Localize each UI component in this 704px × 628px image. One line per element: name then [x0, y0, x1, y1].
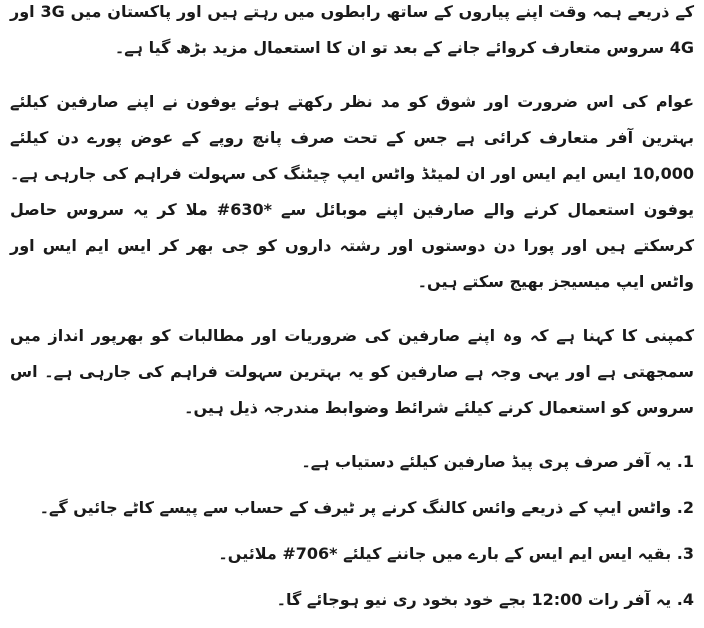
article-body: [10, 0, 694, 628]
terms-item-text: واٹس ایپ کے ذریعے وائس کالنگ کرنے پر ٹیرف کے حساب سے پیسے کاٹے جائیں گے۔: [39, 498, 672, 517]
terms-item-text: یہ آفر صرف پری پیڈ صارفین کیلئے دستیاب ہے۔: [301, 452, 672, 471]
terms-item-1: [10, 444, 694, 480]
terms-item-3: [10, 536, 694, 572]
terms-item-number: 1.: [676, 452, 694, 471]
terms-item-2: [10, 490, 694, 526]
terms-item-4: [10, 582, 694, 618]
article-paragraph-3: کمپنی کا کہنا ہے کہ وہ اپنے صارفین کی ضروریات اور مطالبات کو بھرپور انداز میں سمجھتی ہے اور یہی وجہ ہے صارفین کو یہ بہترین سہولت فراہم کی جارہی ہے۔ اس سروس کو استعمال کرنے کیلئے شرائط وضوابط مندرجہ ذیل ہیں۔: [10, 326, 694, 417]
terms-item-number: 4.: [676, 590, 694, 609]
terms-item-number: 2.: [676, 498, 694, 517]
terms-item-number: 3.: [676, 544, 694, 563]
article-paragraph-2: عوام کی اس ضرورت اور شوق کو مد نظر رکھتے ہوئے یوفون نے اپنے صارفین کیلئے بہترین آفر متعارف کرائی ہے جس کے تحت صرف پانچ روپے کے عوض پورے دن کیلئے 10,000 ایس ایم ایس اور ان لمیٹڈ واٹس ایپ چیٹنگ کی سہولت فراہم کی جارہی ہے۔ یوفون استعمال کرنے والے صارفین اپنے موبائل سے *630# ملا کر یہ سروس حاصل کرسکتے ہیں اور پورا دن دوستوں اور رشتہ داروں کو جی بھر کر ایس ایم ایس اور واٹس ایپ میسیجز بھیج سکتے ہیں۔: [10, 92, 694, 291]
article-paragraph-1: کے ذریعے ہمہ وقت اپنے پیاروں کے ساتھ رابطوں میں رہتے ہیں اور پاکستان میں 3G اور 4G سروس متعارف کروائے جانے کے بعد تو ان کا استعمال مزید بڑھ گیا ہے۔: [10, 2, 694, 57]
terms-item-text: یہ آفر رات 12:00 بجے خود بخود ری نیو ہوجائے گا۔: [276, 590, 672, 609]
terms-item-text: بقیہ ایس ایم ایس کے بارے میں جاننے کیلئے *706# ملائیں۔: [218, 544, 672, 563]
